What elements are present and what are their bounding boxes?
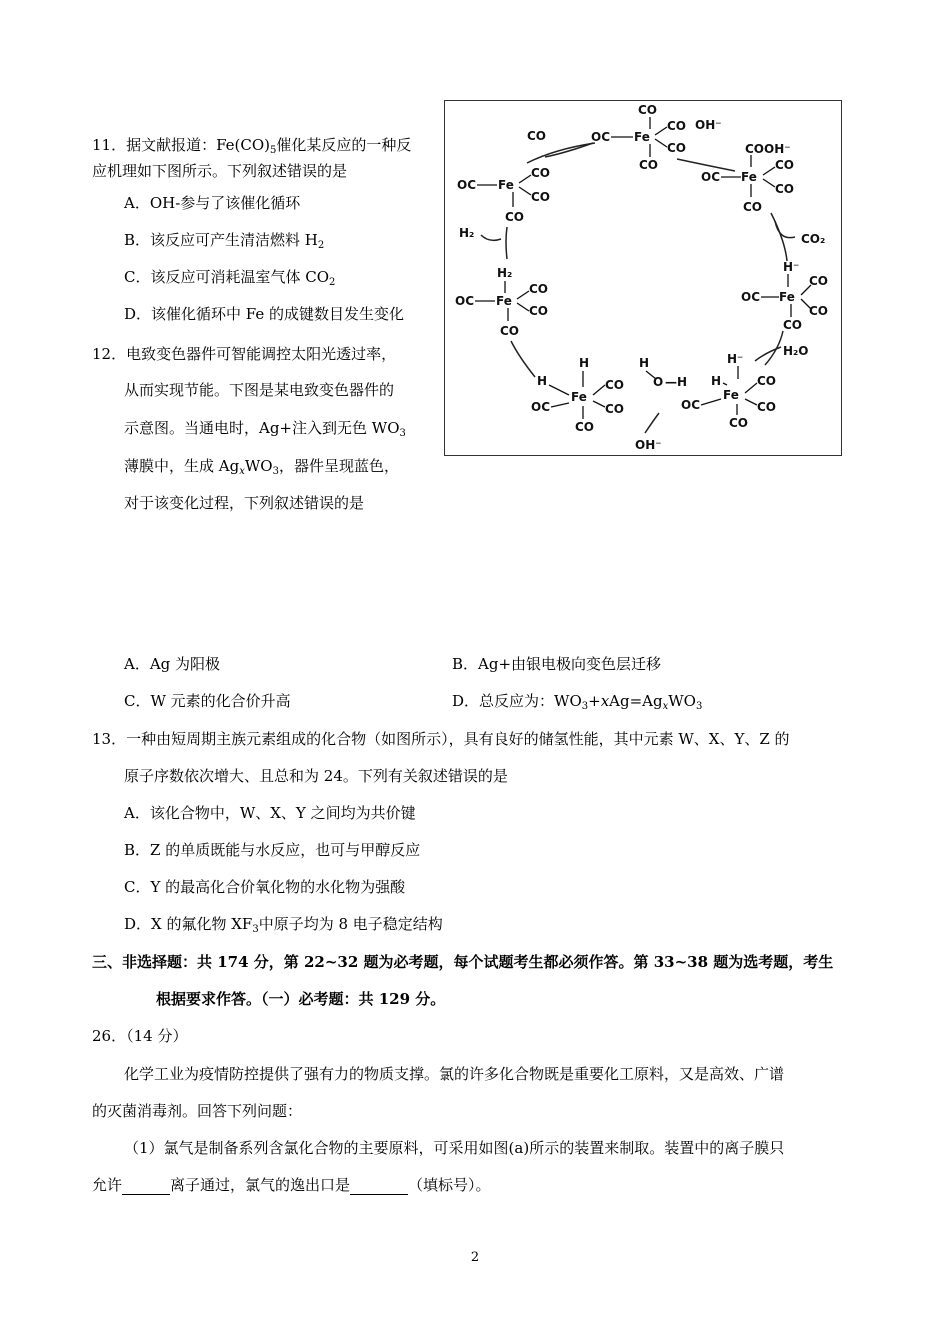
q12-line1: 12．电致变色器件可智能调控太阳光透过率， <box>92 345 397 363</box>
water-molecule <box>639 356 687 389</box>
arrow-bottom-to-left <box>511 341 535 377</box>
answer-blank-2[interactable] <box>350 1180 408 1195</box>
svg-text:COOH⁻: COOH⁻ <box>745 142 791 156</box>
arrow-h2o-in <box>755 347 781 361</box>
q13-option-d: D．X 的氟化物 $XF_3$中原子均为 8 电子稳定结构 <box>124 915 443 935</box>
left-middle-fe-complex <box>455 266 548 338</box>
q12-line2: 从而实现节能。下图是某电致变色器件的 <box>124 381 395 399</box>
section3-line2: 根据要求作答。（一）必考题：共 129 分。 <box>156 990 446 1008</box>
svg-text:Fe: Fe <box>741 170 757 184</box>
arrow-left-up <box>506 227 507 259</box>
svg-text:OC: OC <box>701 170 721 184</box>
q12-option-d: D．总反应为：$WO_3+xAg=Ag_xWO_3$ <box>452 692 703 712</box>
svg-text:H⁻: H⁻ <box>727 352 744 366</box>
svg-text:H: H <box>537 374 548 388</box>
svg-text:H⁻: H⁻ <box>783 260 800 274</box>
q12-line4: 薄膜中，生成 $Ag_xWO_3$，器件呈现蓝色， <box>124 457 399 477</box>
svg-text:H: H <box>711 374 722 388</box>
svg-text:CO: CO <box>531 190 551 204</box>
h2-released-label: H₂ <box>459 226 475 240</box>
svg-text:CO: CO <box>529 304 549 318</box>
q13-option-c: C．Y 的最高化合价氧化物的水化物为强酸 <box>124 878 406 896</box>
arrow-h2-out <box>481 235 501 240</box>
q26-p2-line2: 允许 离子通过，氯气的逸出口是 （填标号）。 <box>92 1176 491 1194</box>
svg-text:Fe: Fe <box>779 290 795 304</box>
svg-text:O: O <box>653 375 664 389</box>
svg-text:Fe: Fe <box>496 294 512 308</box>
q12-option-c: C．W 元素的化合价升高 <box>124 692 291 710</box>
arrow-bottom-left-to-right <box>645 413 659 433</box>
svg-text:CO: CO <box>638 103 658 117</box>
svg-text:CO: CO <box>757 400 777 414</box>
svg-text:CO: CO <box>783 318 803 332</box>
top-fe-complex <box>591 103 686 172</box>
svg-text:CO: CO <box>743 200 763 214</box>
q11-option-b: B．该反应可产生清洁燃料 $H_2$ <box>124 231 325 251</box>
svg-text:Fe: Fe <box>723 388 739 402</box>
q13-option-b: B．Z 的单质既能与水反应，也可与甲醇反应 <box>124 841 421 859</box>
bottom-left-fe-complex <box>531 356 624 434</box>
svg-text:CO: CO <box>809 304 829 318</box>
svg-text:OC: OC <box>741 290 761 304</box>
q11-stem-line2: 应机理如下图所示。下列叙述错误的是 <box>92 162 348 180</box>
free-co-label: CO <box>527 129 547 143</box>
svg-text:CO: CO <box>505 210 525 224</box>
svg-text:CO: CO <box>757 374 777 388</box>
svg-text:Fe: Fe <box>571 390 587 404</box>
section3-line1: 三、非选择题：共 174 分，第 22~32 题为必考题，每个试题考生都必须作答。第 33~38 题为选考题，考生 <box>92 953 834 971</box>
q26-header: 26．（14 分） <box>92 1027 188 1045</box>
svg-text:OC: OC <box>591 130 611 144</box>
svg-text:OC: OC <box>531 400 551 414</box>
svg-text:CO: CO <box>605 378 625 392</box>
svg-text:CO: CO <box>605 402 625 416</box>
svg-text:Fe: Fe <box>498 178 514 192</box>
q11-option-c: C．该反应可消耗温室气体 $CO_2$ <box>124 268 336 288</box>
svg-text:CO: CO <box>667 119 687 133</box>
svg-text:OC: OC <box>457 178 477 192</box>
svg-text:H: H <box>579 356 590 370</box>
svg-text:H: H <box>639 356 650 370</box>
svg-text:CO: CO <box>500 324 520 338</box>
q11-option-d: D．该催化循环中 Fe 的成键数目发生变化 <box>124 305 405 323</box>
q13-line2: 原子序数依次增大、且总和为 24。下列有关叙述错误的是 <box>124 767 508 785</box>
svg-text:CO: CO <box>775 182 795 196</box>
svg-text:OC: OC <box>455 294 475 308</box>
q13-line1: 13．一种由短周期主族元素组成的化合物（如图所示），具有良好的储氢性能，其中元素 W、X、Y、Z 的 <box>92 730 790 748</box>
arrow-co2-out <box>775 221 795 238</box>
reaction-mechanism-diagram <box>444 100 842 456</box>
q12-line5: 对于该变化过程，下列叙述错误的是 <box>124 494 365 512</box>
left-top-fe-complex <box>457 166 550 224</box>
page-number: 2 <box>470 1250 480 1265</box>
svg-text:OH⁻: OH⁻ <box>695 118 722 132</box>
co2-label: CO₂ <box>801 232 826 246</box>
q11-option-a: A．OH-参与了该催化循环 <box>124 194 301 212</box>
svg-text:CO: CO <box>729 416 749 430</box>
svg-text:OC: OC <box>681 398 701 412</box>
svg-text:—H: —H <box>665 375 688 389</box>
svg-text:CO: CO <box>531 166 551 180</box>
q26-p2-line1: （1）氯气是制备系列含氯化合物的主要原料，可采用如图(a)所示的装置来制取。装置中的离子膜只 <box>124 1139 785 1157</box>
svg-text:CO: CO <box>575 420 595 434</box>
q26-p1-line2: 的灭菌消毒剂。回答下列问题： <box>92 1102 303 1120</box>
svg-text:CO: CO <box>809 274 829 288</box>
h2o-label: H₂O <box>783 344 809 358</box>
right-middle-fe-complex <box>741 260 828 332</box>
q12-option-b: B．Ag+由银电极向变色层迁移 <box>452 655 662 673</box>
svg-text:H₂: H₂ <box>497 266 513 280</box>
q13-option-a: A．该化合物中，W、X、Y 之间均为共价键 <box>124 804 416 822</box>
q11-stem-line1: 11．据文献报道：$Fe(CO)_5$催化某反应的一种反 <box>92 136 412 156</box>
bottom-right-fe-complex <box>681 352 776 430</box>
svg-text:CO: CO <box>639 158 659 172</box>
q12-option-a: A．Ag 为阳极 <box>124 655 221 673</box>
oh-minus-released-label: OH⁻ <box>635 438 662 452</box>
svg-text:CO: CO <box>529 282 549 296</box>
answer-blank-1[interactable] <box>122 1180 170 1195</box>
q26-p1-line1: 化学工业为疫情防控提供了强有力的物质支撑。氯的许多化合物既是重要化工原料，又是高效、广谱 <box>124 1065 785 1083</box>
q12-line3: 示意图。当通电时，Ag+注入到无色 $WO_3$ <box>124 419 406 439</box>
svg-text:CO: CO <box>667 141 687 155</box>
svg-text:CO: CO <box>775 158 795 172</box>
svg-text:Fe: Fe <box>634 130 650 144</box>
